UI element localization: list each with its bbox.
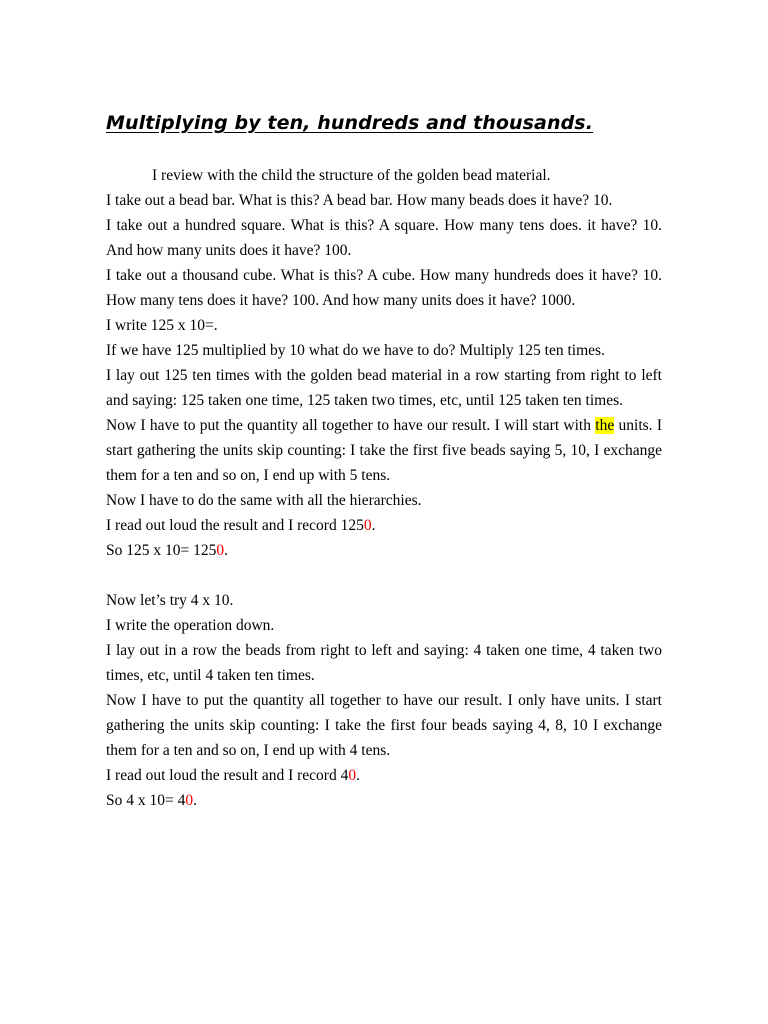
text-segment: .: [193, 792, 197, 809]
paragraph-bead-bar: I take out a bead bar. What is this? A bead bar. How many beads does it have? 10.: [106, 192, 613, 209]
paragraph-lay-out: I lay out 125 ten times with the golden bead material in a row starting from right to left and saying: 125 taken one time, 125 taken two times, etc, until 125 taken ten times.: [106, 367, 662, 409]
answer-digit: 0: [363, 517, 372, 534]
paragraph-record-result: [106, 513, 662, 538]
paragraph-question: If we have 125 multiplied by 10 what do we have to do? Multiply 125 ten times.: [106, 342, 605, 359]
paragraph-gather-units: [106, 413, 662, 488]
text-segment: units. I start gathering the units skip counting: I take the first five beads saying 5, 10, I exchange them for a ten and so on, I end up with 5 tens.: [106, 417, 662, 484]
text-segment: .: [371, 517, 376, 534]
paragraph-thousand-cube: I take out a thousand cube. What is this? A cube. How many hundreds does it have? 10. How many tens does it have? 100. And how many units does it have? 1000.: [106, 267, 662, 309]
paragraph-spacer: [106, 563, 662, 588]
text-segment: So 4 x 10= 4: [106, 792, 186, 809]
text-segment: Now I have to put the quantity all together to have our result. I will start with: [106, 417, 596, 434]
paragraph-forty-equation: [106, 788, 662, 813]
answer-digit: 0: [185, 792, 194, 809]
highlighted-word: the: [595, 417, 615, 434]
text-segment: So 125 x 10= 125: [106, 542, 217, 559]
answer-digit: 0: [348, 767, 357, 784]
paragraph-write-operation: I write 125 x 10=.: [106, 317, 218, 334]
text-segment: I read out loud the result and I record 125: [106, 517, 364, 534]
paragraph-hierarchies: Now I have to do the same with all the hierarchies.: [106, 492, 422, 509]
document-title: Multiplying by ten, hundreds and thousands.: [106, 112, 594, 134]
paragraph-gather-four: Now I have to put the quantity all together to have our result. I only have units. I start gathering the units skip counting: I take the first four beads saying 4, 8, 10 I exchange them for a ten and so on, I end up with 4 tens.: [106, 692, 662, 759]
paragraph-result-equation: [106, 538, 662, 563]
paragraph-write-down: I write the operation down.: [106, 617, 275, 634]
paragraph-lay-out-row: I lay out in a row the beads from right to left and saying: 4 taken one time, 4 taken two times, etc, until 4 taken ten times.: [106, 642, 662, 684]
text-segment: .: [356, 767, 360, 784]
answer-digit: 0: [216, 542, 225, 559]
paragraph-record-forty: [106, 763, 662, 788]
text-segment: I read out loud the result and I record 4: [106, 767, 349, 784]
paragraph-intro: I review with the child the structure of the golden bead material.: [152, 167, 551, 184]
paragraph-hundred-square: I take out a hundred square. What is this? A square. How many tens does. it have? 10. And how many units does it have? 100.: [106, 217, 662, 259]
paragraph-second-example: Now let’s try 4 x 10.: [106, 592, 234, 609]
document-body: [106, 163, 662, 813]
text-segment: .: [224, 542, 228, 559]
